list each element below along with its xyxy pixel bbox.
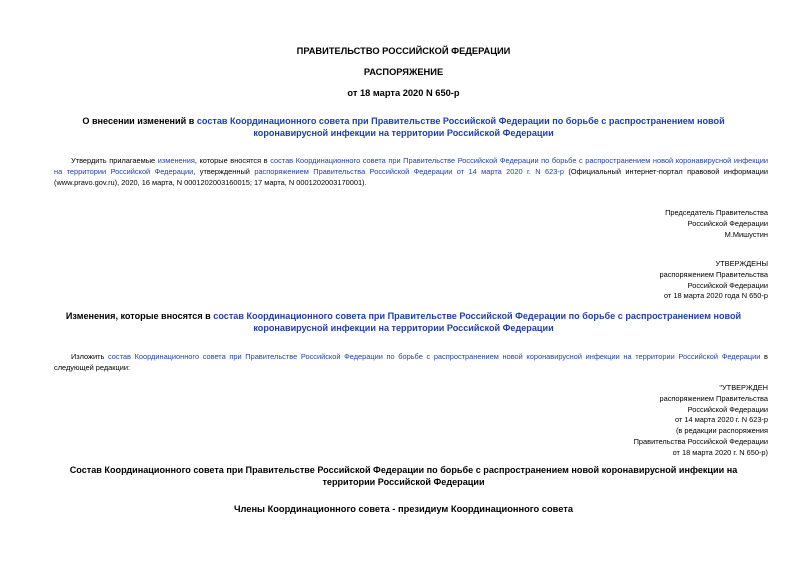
approved2-line7: от 18 марта 2020 г. N 650-р) xyxy=(672,447,768,457)
doc-type-heading: РАСПОРЯЖЕНИЕ xyxy=(363,67,444,77)
p1-link-composition[interactable]: состав Координационного совета при Правительстве Российской Федерации по борьбе с распространением новой коронавирусной инфекции на территории Российской Федерации xyxy=(54,156,768,176)
p1-text1: Утвердить прилагаемые xyxy=(71,156,158,165)
composition-title: Состав Координационного совета при Правительстве Российской Федерации по борьбе с распространением новой коронавирусной инфекции на территории Российской Федерации xyxy=(69,465,738,487)
changes-title xyxy=(60,310,747,334)
approved1-line4: от 18 марта 2020 года N 650-р xyxy=(663,291,768,301)
org-heading: ПРАВИТЕЛЬСТВО РОССИЙСКОЙ ФЕДЕРАЦИИ xyxy=(296,46,511,56)
p1-text2: , которые вносятся в xyxy=(194,156,271,165)
paragraph-state xyxy=(54,351,768,373)
p1-link-order-623[interactable]: распоряжением Правительства Российской Федерации от 14 марта 2020 г. N 623-р xyxy=(254,167,564,176)
changes-title-link[interactable]: состав Координационного совета при Правительстве Российской Федерации по борьбе с распространением новой коронавирусной инфекции на территории Российской Федерации xyxy=(213,311,742,333)
title-prefix: О внесении изменений в xyxy=(82,116,197,126)
signature-name: М.Мишустин xyxy=(724,229,768,239)
signature-position: Председатель Правительства xyxy=(665,208,768,217)
doc-date-heading: от 18 марта 2020 N 650-р xyxy=(347,88,460,98)
approved2-line5: (в редакции распоряжения xyxy=(675,426,768,436)
p1-text4: (Официальный интернет-портал правовой информации (www.pravo.gov.ru), 2020, 16 марта, N 0001202003160015; 17 марта, N 0001202003170001). xyxy=(54,167,768,187)
approved2-line4: от 14 марта 2020 г. N 623-р xyxy=(675,415,768,425)
p1-link-changes[interactable]: изменения xyxy=(157,156,195,165)
approved2-line3: Российской Федерации xyxy=(687,404,768,414)
members-title: Члены Координационного совета - президиум Координационного совета xyxy=(233,504,574,514)
changes-title-prefix: Изменения, которые вносятся в xyxy=(65,311,214,321)
approved1-line3: Российской Федерации xyxy=(687,280,768,290)
p2-link-composition[interactable]: состав Координационного совета при Правительстве Российской Федерации по борьбе с распространением новой коронавирусной инфекции на территории Российской Федерации xyxy=(108,352,761,361)
document-title xyxy=(50,115,757,139)
approved-stamp-2 xyxy=(634,383,768,459)
signature-country: Российской Федерации xyxy=(687,218,768,228)
approved-stamp-1 xyxy=(659,259,768,302)
approved2-line6: Правительства Российской Федерации xyxy=(633,436,768,446)
paragraph-approve xyxy=(54,155,768,188)
p2-text2: в следующей редакции: xyxy=(54,352,768,372)
approved2-line1: "УТВЕРЖДЕН xyxy=(719,383,768,392)
signature-block xyxy=(665,208,768,240)
approved2-line2: распоряжением Правительства xyxy=(659,393,768,403)
p1-text3: , утвержденный xyxy=(193,167,255,176)
title-link[interactable]: состав Координационного совета при Правительстве Российской Федерации по борьбе с распространением новой коронавирусной инфекции на территории Российской Федерации xyxy=(196,116,725,138)
approved1-line1: УТВЕРЖДЕНЫ xyxy=(715,259,768,268)
approved1-line2: распоряжением Правительства xyxy=(659,269,768,279)
p2-text1: Изложить xyxy=(71,352,108,361)
